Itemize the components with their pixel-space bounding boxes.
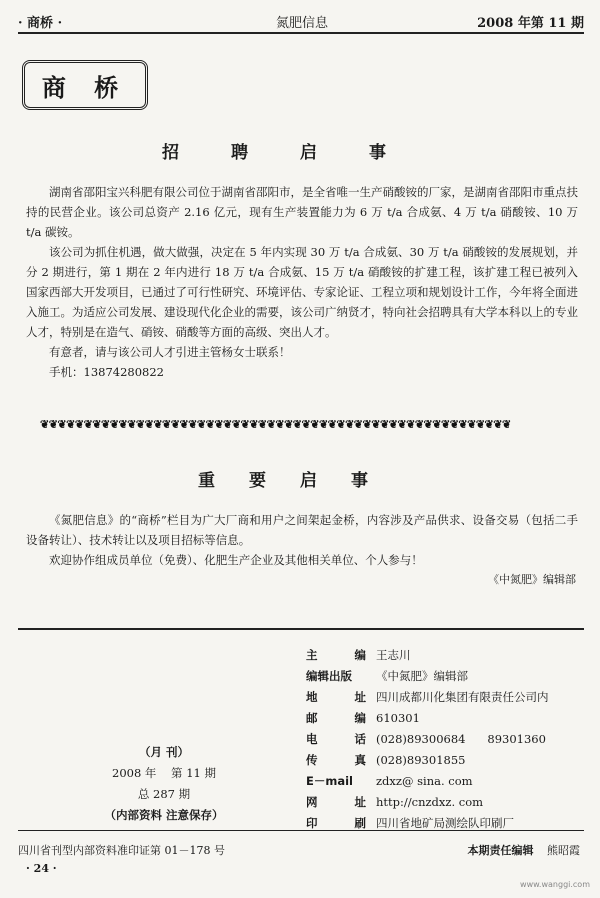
issue-frequency: （月 刊）	[138, 745, 189, 759]
column-title: 商 桥	[41, 72, 129, 102]
recruit-title: 招聘启事	[162, 143, 438, 163]
column-title-box	[22, 60, 148, 110]
header-section: · 商桥 ·	[18, 16, 63, 31]
masthead-label: E－mail	[306, 773, 353, 788]
masthead-row	[306, 770, 586, 791]
masthead-label: 编辑出版	[306, 668, 352, 683]
issue-internal: （内部资料 注意保存）	[104, 808, 224, 822]
masthead-rule	[18, 628, 584, 630]
masthead-value: 四川省地矿局测绘队印刷厂	[376, 815, 514, 830]
responsible-editor	[468, 842, 581, 858]
watermark: www.wanggi.com	[520, 880, 590, 889]
masthead-row	[306, 686, 586, 707]
notice-paragraph: 欢迎协作组成员单位（免费）、化肥生产企业及其他相关单位、个人参与！	[49, 553, 423, 567]
page-number: · 24 ·	[26, 862, 57, 875]
masthead-value: 四川成都川化集团有限责任公司内	[376, 689, 549, 704]
masthead-label: 邮 编	[306, 710, 366, 725]
header-issue: 2008 年第 11 期	[477, 16, 584, 31]
editor-label: 本期责任编辑	[467, 844, 534, 857]
issue-total: 总 287 期	[137, 787, 191, 801]
permit-number: 四川省刊型内部资料准印证第 01－178 号	[18, 844, 225, 857]
masthead-row	[306, 728, 586, 749]
masthead-value: (028)89300684 89301360	[376, 731, 546, 746]
issue-year: 2008 年 第 11 期	[112, 766, 216, 780]
masthead-label: 主 编	[306, 647, 366, 662]
recruit-phone: 手机：13874280822	[49, 365, 164, 379]
notice-body	[26, 510, 578, 570]
notice-title: 重要启事	[198, 471, 402, 491]
running-header	[18, 8, 584, 34]
masthead-label: 电 话	[306, 731, 366, 746]
masthead-value: zdxz@ sina. com	[376, 773, 473, 788]
masthead-label: 印 刷	[306, 815, 366, 830]
masthead-value: 610301	[376, 710, 420, 725]
masthead-value: http://cnzdxz. com	[376, 794, 484, 809]
recruit-paragraph: 有意者，请与该公司人才引进主管杨女士联系！	[49, 345, 291, 359]
masthead-row	[306, 707, 586, 728]
masthead-label: 地 址	[306, 689, 366, 704]
masthead-row	[306, 644, 586, 665]
recruit-paragraph: 湖南省邵阳宝兴科肥有限公司位于湖南省邵阳市，是全省唯一生产硝酸铵的厂家，是湖南省邵阳市重点扶持的民营企业。该公司总资产 2.16 亿元，现有生产装置能力为 6 万 t/a 合成氨、4 万 t/a 硝酸铵、10 万 t/a 碳铵。	[26, 185, 578, 239]
ornament-divider: ❦❦❦❦❦❦❦❦❦❦❦❦❦❦❦❦❦❦❦❦❦❦❦❦❦❦❦❦❦❦❦❦❦❦❦❦❦❦❦❦❦❦❦❦❦❦❦❦❦❦❦❦❦❦	[40, 418, 511, 430]
masthead	[306, 644, 586, 833]
masthead-label: 传 真	[306, 752, 366, 767]
masthead-row	[306, 791, 586, 812]
header-journal: 氮肥信息	[276, 16, 329, 31]
masthead-row	[306, 665, 586, 686]
footer-rule	[18, 830, 584, 831]
notice-paragraph: 《氮肥信息》的“商桥”栏目为广大厂商和用户之间架起金桥，内容涉及产品供求、设备交易（包括二手设备转让）、技术转让以及项目招标等信息。	[26, 513, 578, 547]
masthead-label: 网 址	[306, 794, 366, 809]
masthead-value: 《中氮肥》编辑部	[376, 668, 468, 683]
editor-name: 熊昭霞	[547, 844, 580, 857]
masthead-row	[306, 749, 586, 770]
recruit-paragraph: 该公司为抓住机遇，做大做强，决定在 5 年内实现 30 万 t/a 合成氨、30 万 t/a 硝酸铵的发展规划，并分 2 期进行，第 1 期在 2 年内进行 18 万 t/a 合成氨、15 万 t/a 硝酸铵的扩建工程，该扩建工程已被列入国家西部大开发项目，已通过了可行性研究、环境评估、专家论证、工程立项和规划设计工作，今年将全面进入施工。为适应公司发展、建设现代化企业的需要，该公司广纳贤才，特向社会招聘具有大学本科以上的专业人才，特别是在造气、硝铵、硝酸等方面的高级、突出人才。	[26, 245, 578, 339]
notice-signature: 《中氮肥》编辑部	[488, 573, 576, 586]
masthead-value: (028)89301855	[376, 752, 466, 767]
recruit-body	[26, 182, 578, 382]
masthead-value: 王志川	[376, 647, 411, 662]
issue-info	[84, 742, 244, 826]
